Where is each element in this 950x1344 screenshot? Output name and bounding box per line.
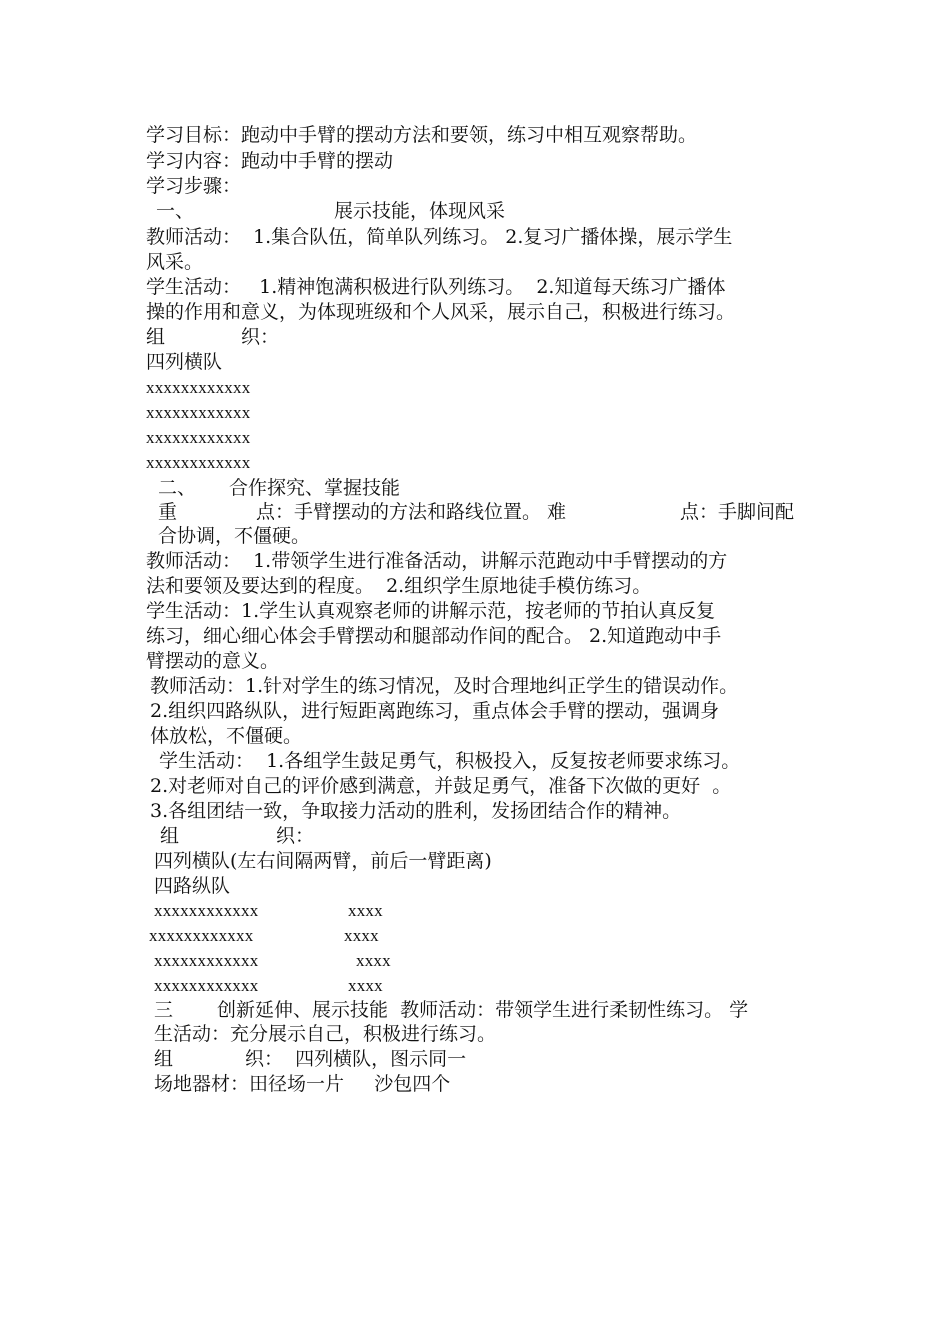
formation-row: xxxxxxxxxxxx bbox=[146, 378, 251, 397]
column-row: xxxx bbox=[348, 901, 383, 920]
student-activity-line: 操的作用和意义，为体现班级和个人风采，展示自己，积极进行练习。 bbox=[146, 301, 736, 323]
organization-label-part: 组 bbox=[160, 825, 180, 847]
learning-content-line: 学习内容：跑动中手臂的摆动 bbox=[146, 150, 394, 172]
organization-text: 织： 四列横队，图示同一 bbox=[245, 1048, 467, 1070]
formation-label: 四路纵队 bbox=[154, 875, 231, 897]
student-activity-line: 学生活动： 1.精神饱满积极进行队列练习。 2.知道每天练习广播体 bbox=[146, 276, 726, 298]
formation-label: 四列横队(左右间隔两臂，前后一臂距离) bbox=[154, 850, 492, 872]
step-two-title: 合作探究、掌握技能 bbox=[229, 477, 401, 499]
step-three-title: 创新延伸、展示技能 教师活动：带领学生进行柔韧性练习。 学 bbox=[217, 999, 749, 1021]
teacher-activity-line: 体放松，不僵硬。 bbox=[150, 725, 303, 747]
student-activity-line: 臂摆动的意义。 bbox=[146, 650, 280, 672]
formation-row: xxxxxxxxxxxx bbox=[146, 428, 251, 447]
teacher-activity-line: 风采。 bbox=[146, 251, 204, 273]
teacher-activity-line: 教师活动： 1.带领学生进行准备活动，讲解示范跑动中手臂摆动的方 bbox=[146, 550, 728, 572]
student-activity-line: 3.各组团结一致，争取接力活动的胜利，发扬团结合作的精神。 bbox=[150, 800, 682, 822]
formation-row: xxxxxxxxxxxx bbox=[154, 901, 259, 920]
key-point-text: 点：手臂摆动的方法和路线位置。 难 bbox=[256, 501, 567, 523]
step-three-number: 三 bbox=[154, 999, 174, 1021]
student-activity-line: 练习，细心细心体会手臂摆动和腿部动作间的配合。 2.知道跑动中手 bbox=[146, 625, 722, 647]
formation-row: xxxxxxxxxxxx bbox=[146, 403, 251, 422]
student-activity-line: 学生活动：1.学生认真观察老师的讲解示范，按老师的节拍认真反复 bbox=[146, 600, 716, 622]
organization-label-part: 组 bbox=[154, 1048, 174, 1070]
column-row: xxxx bbox=[348, 976, 383, 995]
step-two-number: 二、 bbox=[158, 477, 197, 499]
formation-row: xxxxxxxxxxxx bbox=[146, 453, 251, 472]
learning-steps-heading: 学习步骤： bbox=[146, 175, 242, 197]
formation-row: xxxxxxxxxxxx bbox=[154, 976, 259, 995]
teacher-activity-line: 教师活动： 1.集合队伍，简单队列练习。 2.复习广播体操，展示学生 bbox=[146, 226, 733, 248]
formation-row: xxxxxxxxxxxx bbox=[149, 926, 254, 945]
teacher-activity-line: 2.组织四路纵队，进行短距离跑练习，重点体会手臂的摆动，强调身 bbox=[150, 700, 720, 722]
formation-row: xxxxxxxxxxxx bbox=[154, 951, 259, 970]
student-activity-line: 2.对老师对自己的评价感到满意，并鼓足勇气，准备下次做的更好 。 bbox=[150, 775, 732, 797]
student-activity-line: 学生活动： 1.各组学生鼓足勇气，积极投入，反复按老师要求练习。 bbox=[159, 750, 741, 772]
teacher-activity-line: 教师活动：1.针对学生的练习情况，及时合理地纠正学生的错误动作。 bbox=[150, 675, 739, 697]
column-row: xxxx bbox=[356, 951, 391, 970]
formation-label: 四列横队 bbox=[146, 351, 223, 373]
difficulty-text-continued: 合协调，不僵硬。 bbox=[158, 525, 311, 547]
column-row: xxxx bbox=[344, 926, 379, 945]
organization-label-part: 组 bbox=[146, 326, 166, 348]
step-one-number: 一、 bbox=[156, 200, 195, 222]
organization-label-part: 织： bbox=[276, 825, 315, 847]
organization-label-part: 织： bbox=[241, 326, 280, 348]
learning-objective-line: 学习目标：跑动中手臂的摆动方法和要领，练习中相互观察帮助。 bbox=[146, 124, 698, 146]
key-point-label: 重 bbox=[158, 501, 178, 523]
student-activity-line: 生活动：充分展示自己，积极进行练习。 bbox=[154, 1023, 497, 1045]
teacher-activity-line: 法和要领及要达到的程度。 2.组织学生原地徒手模仿练习。 bbox=[146, 575, 652, 597]
difficulty-text: 点：手脚间配 bbox=[680, 501, 795, 523]
step-one-title: 展示技能，体现风采 bbox=[334, 200, 506, 222]
venue-equipment-line: 场地器材：田径场一片 沙包四个 bbox=[154, 1073, 451, 1095]
